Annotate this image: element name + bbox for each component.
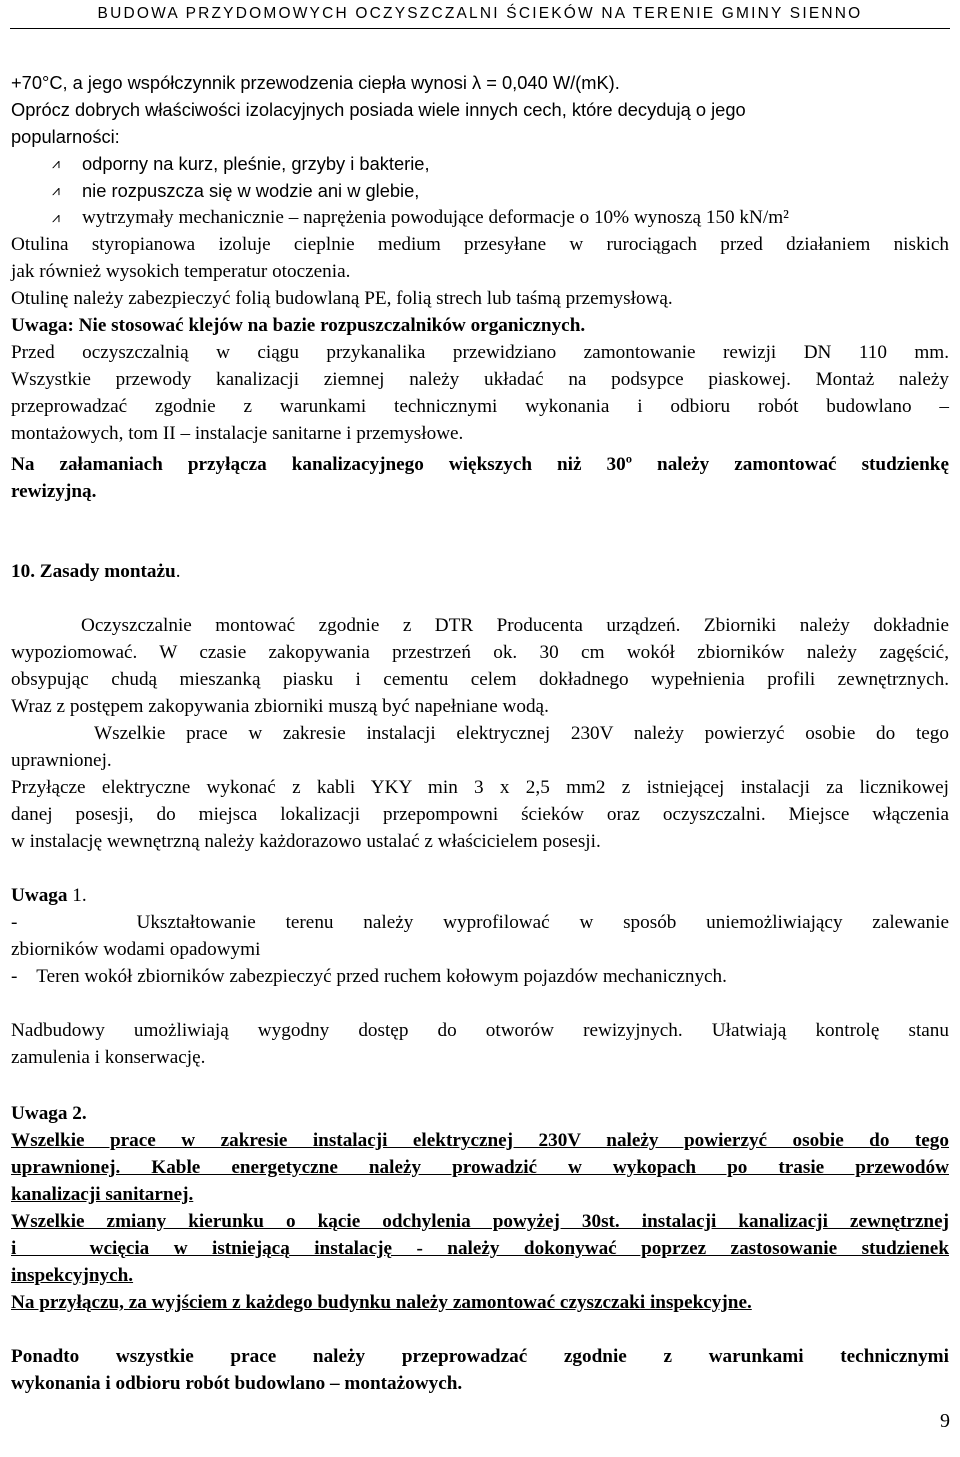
bullet-item: nie rozpuszcza się w wodzie ani w glebie, [82,180,420,201]
uwaga2-line: uprawnionej. Kable energetyczne należy prowadzić w wykopach po trasie przewodów [11,1157,949,1178]
bold-note: Na załamaniach przyłącza kanalizacyjnego większych niż 30º należy zamontować studzienkę [11,454,949,475]
uwaga2-label: Uwaga 2. [11,1103,87,1124]
bullet-marker-icon: ⩘ [52,210,60,226]
paragraph-line: uprawnionej. [11,750,112,771]
text-line: +70°C, a jego współczynnik przewodzenia ciepła wynosi λ = 0,040 W/(mK). [11,72,620,93]
text-line: Oprócz dobrych właściwości izolacyjnych posiada wiele innych cech, które decydują o jego [11,99,746,120]
list-item: - Teren wokół zbiorników zabezpieczyć przed ruchem kołowym pojazdów mechanicznych. [11,966,727,987]
paragraph-line: danej posesji, do miejsca lokalizacji przepompowni ścieków oraz oczyszczalni. Miejsce włączenia [11,804,949,825]
paragraph-line: Nadbudowy umożliwiają wygodny dostęp do otworów rewizyjnych. Ułatwiają kontrolę stanu [11,1020,949,1041]
list-item: - Ukształtowanie terenu należy wyprofilować w sposób uniemożliwiający zalewanie [11,912,949,933]
page-header: BUDOWA PRZYDOMOWYCH OCZYSZCZALNI ŚCIEKÓW NA TERENIE GMINY SIENNO [10,0,950,29]
uwaga2-line: Na przyłączu, za wyjściem z każdego budynku należy zamontować czyszczaki inspekcyjne. [11,1292,752,1313]
text-line: jak również wysokich temperatur otoczenia. [11,261,351,282]
page-number: 9 [940,1410,950,1432]
paragraph-line: w instalację wewnętrzną należy każdorazowo ustalać z właścicielem posesji. [11,831,601,852]
uwaga2-line: kanalizacji sanitarnej. [11,1184,194,1205]
closing-line: wykonania i odbioru robót budowlano – montażowych. [11,1373,463,1394]
paragraph-line: zamulenia i konserwację. [11,1047,206,1068]
bullet-item: wytrzymały mechanicznie – naprężenia powodujące deformacje o 10% wynoszą 150 kN/m² [82,207,789,228]
paragraph-line: Przyłącze elektryczne wykonać z kabli YKY min 3 x 2,5 mm2 z istniejącej instalacji za licznikowej [11,777,949,798]
paragraph-line: Wszelkie prace w zakresie instalacji elektrycznej 230V należy powierzyć osobie do tego [94,723,949,744]
bullet-marker-icon: ⩘ [52,156,60,172]
text-line: montażowych, tom II – instalacje sanitarne i przemysłowe. [11,423,464,444]
text-line: Przed oczyszczalnią w ciągu przykanalika przewidziano zamontowanie rewizji DN 110 mm. [11,342,949,363]
text-line: przeprowadzać zgodnie z warunkami technicznymi wykonania i odbioru robót budowlano – [11,396,949,417]
uwaga2-line: Wszelkie zmiany kierunku o kącie odchylenia powyżej 30st. instalacji kanalizacji zewnętrznej [11,1211,949,1232]
paragraph-line: Oczyszczalnie montować zgodnie z DTR Producenta urządzeń. Zbiorniki należy dokładnie [81,615,949,636]
text-line: Otulina styropianowa izoluje cieplnie medium przesyłane w rurociągach przed działaniem niskich [11,234,949,255]
list-item: zbiorników wodami opadowymi [11,939,261,960]
paragraph-line: obsypując chudą mieszanką piasku i cementu celem dokładnego wypełnienia profili zewnętrznych. [11,669,949,690]
warning-text: Uwaga: Nie stosować klejów na bazie rozpuszczalników organicznych. [11,315,586,336]
bold-note: rewizyjną. [11,481,97,502]
text-line: Otulinę należy zabezpieczyć folią budowlaną PE, folią strech lub taśmą przemysłową. [11,288,673,309]
uwaga2-line: i wcięcia w istniejącą instalację - należy dokonywać poprzez zastosowanie studzienek [11,1238,949,1259]
paragraph-line: wypoziomować. W czasie zakopywania przestrzeń ok. 30 cm wokół zbiorników należy zagęścić, [11,642,949,663]
uwaga1-label-num: 1. [67,885,87,906]
closing-line: Ponadto wszystkie prace należy przeprowadzać zgodnie z warunkami technicznymi [11,1346,949,1367]
text-line: popularności: [11,126,120,147]
text-line: Wszystkie przewody kanalizacji ziemnej należy układać na podsypce piaskowej. Montaż należy [11,369,949,390]
uwaga2-line: Wszelkie prace w zakresie instalacji elektrycznej 230V należy powierzyć osobie do tego [11,1130,949,1151]
bullet-marker-icon: ⩘ [52,183,60,199]
section-heading [11,559,181,585]
uwaga1-label-text: Uwaga [11,885,68,906]
uwaga1-label [11,883,87,909]
section-heading-text: 10. Zasady montażu [11,561,176,582]
bullet-item: odporny na kurz, pleśnie, grzyby i bakterie, [82,153,430,174]
section-heading-dot: . [175,561,181,582]
uwaga2-line: inspekcyjnych. [11,1265,134,1286]
paragraph-line: Wraz z postępem zakopywania zbiorniki muszą być napełniane wodą. [11,696,549,717]
